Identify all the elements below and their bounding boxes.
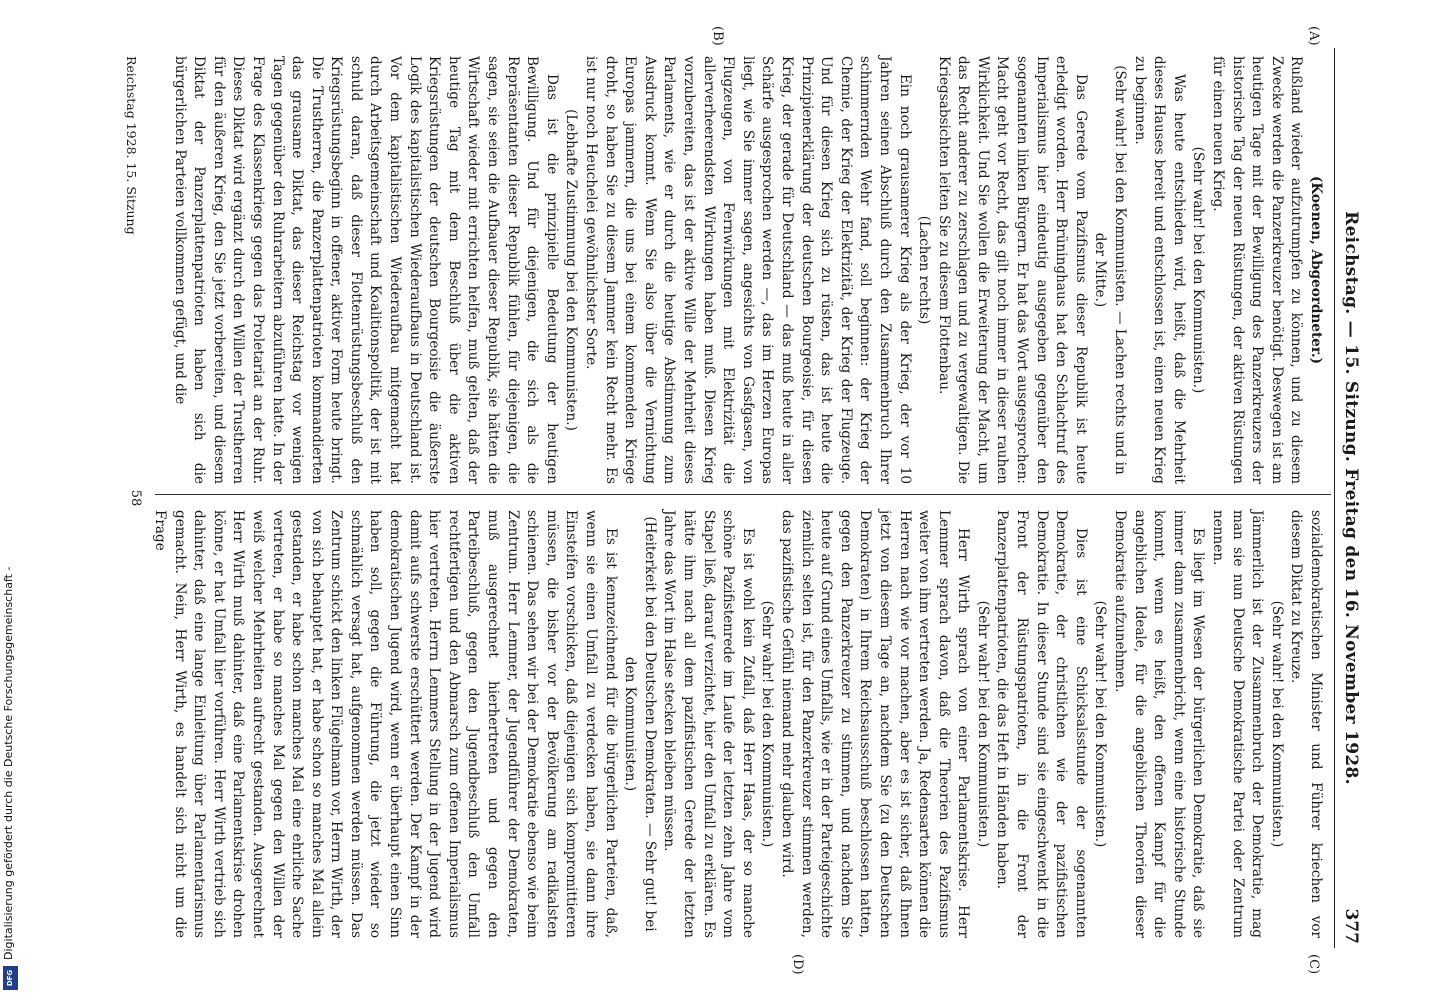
paragraph: Ein noch grausamerer Krieg als der Krieg, der vor 10 Jahren seinen Abschluß durch den Zusammenbruch Ihrer schimmernden Wehr fand, soll beginnen: der Krieg der Chemie, der Krieg der Elektrizität, der Krieg der Flugzeuge. Und für diesen Krieg sich zu rüsten, das ist heute die Prinzipienerklärung der deutschen Bourgeoisie, für diesen Krieg, der gerade für Deutschland — das muß heute in aller Schärfe ausgesprochen werden —, das im Herzen Europas liegt, wie Sie immer sagen, angesichts von Gasfgasen, von Flugzeugen, von Fernwirkungen mit Elektrizität die allerverheerendsten Wirkungen haben muß. Diesen Krieg vorzubereiten, das ist der aktive Wille der Mehrheit dieses Parlaments, wie er durch die heutige Abstimmung zum Ausdruck kommt. Wenn Sie also über die Vernichtung Europas jammern, die uns bei einem kommenden Kriege droht, so haben Sie zu diesem Jammer kein Recht mehr. Es ist nur noch Heuchelei gewöhnlichster Sorte. [583, 56, 913, 484]
paragraph: (Sehr wahr! bei den Kommunisten.) [1268, 600, 1285, 848]
paragraph: Jämmerlich ist der Zusammenbruch der Demokratie, mag man sie nun Deutsche Demokratische Partei oder Zentrum nennen. [1210, 510, 1266, 938]
paragraph: (Koenen, Abgeordneter.) [1308, 175, 1324, 365]
margin-marker-a: (A) [1306, 26, 1321, 46]
page-content [85, 26, 1365, 975]
left-column [169, 56, 1325, 484]
page-header [1333, 48, 1365, 948]
scanned-page [85, 26, 1365, 975]
margin-marker-c: (C) [1306, 954, 1321, 975]
footer-page-number: 58 [128, 489, 143, 507]
column-divider [155, 494, 1331, 495]
paragraph: sozialdemokratischen Minister und Führer kriechen vor diesem Diktat zu Kreuze. [1288, 510, 1324, 938]
paragraph: (Sehr wahr! bei den Kommunisten.) [1092, 600, 1109, 848]
paragraph: Rußland wieder aufzutrumpfen zu können, und zu diesem Zwecke werden die Panzerkreuzer benötigt. Deswegen ist am heutigen Tage mit der Bewilligung des Panzerkreuzers der historische Tag der neuen Rüstungen, der aktiven Rüstungen für einen neuen Krieg. [1210, 56, 1305, 484]
margin-marker-b: (B) [710, 26, 725, 46]
paragraph: Was heute entschieden wird, heißt, daß die Mehrheit dieses Hauses bereit und entschlossen ist, einen neuen Krieg zu beginnen. [1131, 56, 1187, 484]
page-number: 377 [1341, 908, 1361, 944]
paragraph: (Lachen rechts) [916, 215, 933, 325]
paragraph: Herr Wirth sprach von einer Parlamentskrise. Herr Lemmer sprach davon, daß die Theorien des Pazifismus weiter von ihm vertreten werden. Ja, Redensarten können die Herren nach wie vor machen, aber es ist sicher, daß Ihnen jetzt von diesem Tage an, nachdem Sie (zu den Deutschen Demokraten) in Ihrem Reichsausschuß beschlossen hatten, gegen den Panzerkreuzer zu stimmen, und nachdem Sie heute auf Grund eines Umfalls, wie er in der Parteigeschichte ziemlich selten ist, für den Panzerkreuzer stimmen werden, das pazifistische Gefühl niemand mehr glauben wird. [778, 510, 972, 938]
dfg-logo-icon: DFG [3, 966, 18, 990]
paragraph: Das Gerede vom Pazifismus dieser Republik ist heute erledigt worden. Herr Brüninghaus hat den Schlachtruf des Imperialismus hier eindeutig ausgegeben gegenüber den sogenannten linken Bürgern. Er hat das Wort ausgesprochen: Macht geht vor Recht, das gilt noch immer in dieser rauhen Wirklichkeit. Und Sie wollen die Erweiterung der Macht, um das Recht anderer zu zerschlagen und zu vergewaltigen. Die Kriegsabsichten leiten Sie zu diesem Flottenbau. [935, 56, 1089, 484]
paragraph: Das ist die prinzipielle Bedeutung der heutigen Bewilligung. Und für diejenigen, die sich als die Repräsentanten dieser Republik fühlen, für diejenigen, die sagen, sie seien die Aufbauer dieser Republik, sie hätten die Wirtschaft wieder mit errichten helfen, muß gelten, daß der heutige Tag mit dem Beschluß über die aktiven Kriegsrüstungen der deutschen Bourgeoisie die äußerste Logik des kapitalistischen Wiederaufbaus in Deutschland ist. Vor dem kapitalistischen Wiederaufbau mitgemacht hat durch Arbeitsgemeinschaft und Koalitionspolitik, der ist mit schuld daran, daß dieser Flottenrüstungsbeschluß den Kriegsrüstungsbeginn in offener, aktiver Form heute bringt. Die Trustherren, die Panzerplattenpatrioten kommandierten das grausame Diktat, das dieser Reichstag vor wenigen Tagen gegenüber den Ruhrarbeitern abzuführen hatte. In der Frage des Klassenkriegs gegen das Proletariat an der Ruhr. Dieses Diktat wird ergänzt durch den Willen der Trustherren für den äußeren Krieg, den Sie jetzt vorbereiten, und diesem Diktat der Panzerplattenpatrioten haben sich die bürgerlichen Parteien vollkommen gefügt, und die [171, 56, 560, 484]
paragraph: (Sehr wahr! bei den Kommunisten.) [759, 600, 776, 848]
paragraph: (Heiterkeit bei den Deutschen Demokraten. — Sehr gut! bei den Kommunisten.) [622, 516, 658, 932]
paragraph: (Sehr wahr! bei den Kommunisten.) [974, 600, 991, 848]
paragraph: (Sehr wahr! bei den Kommunisten.) [1190, 146, 1207, 394]
header-rule [1334, 48, 1335, 948]
right-column [149, 510, 1325, 938]
paragraph: Es liegt im Wesen der bürgerlichen Demokratie, daß sie immer dann zusammenbricht, wenn eine historische Stunde kommt, wenn es heißt, den offenen Kampf für die angeblichen Ideale, für die angeblichen Theorien dieser Demokratie aufzunehmen. [1112, 510, 1207, 938]
running-header: Reichstag. — 15. Sitzung. Freitag den 16. November 1928. [1341, 211, 1361, 785]
paragraph: Dies ist eine Schicksalsstunde der sogenannten Demokratie, der christlichen wie der pazifistischen Demokratie. In dieser Stunde sind sie eingeschwenkt in die Front der Rüstungspatrioten, in die Front der Panzerplattenpatrioten, die das Heft in Händen haben. [994, 510, 1089, 938]
footer-session: Reichstag 1928. 15. Sitzung [124, 56, 139, 235]
paragraph: Es ist kennzeichnend für die bürgerlichen Parteien, daß, wenn sie einen Umfall zu verdecken haben, sie dann ihre Einsteifen vorschicken, daß diejenigen sich kompromittieren müssen, die bisher vor der Bevölkerung am radikalsten schienen. Das sehen wir bei der Demokratie ebenso wie beim Zentrum. Herr Lemmer, der Jugendführer der Demokraten, muß ausgerechnet hierhertreten und gegen den Parteibeschluß, gegen den Jugendbeschluß den Umfall rechtfertigen und den Abmarsch zum offenen Imperialismus hier vertreten. Herrn Lemmers Stellung in der Jugend wird damit aufs schwerste erschüttert werden. Der Kampf in der demokratischen Jugend wird, wenn er überhaupt einen Sinn haben soll, gegen die Führung, die jetzt wieder so schmählich versagt hat, aufgenommen werden müssen. Das Zentrum schickt den linken Flügelmann vor, Herrn Wirth, der von sich behauptet hat, er habe schon so manches Mal allein gestanden, er habe schon manches Mal eine ehrliche Sache vertreten, er habe so manches Mal gegen den Willen der weiß welcher Mehrheiten aufrecht gestanden. Ausgerechnet Herr Wirth muß dahinter, daß eine Parlamentskrise drohen könne, er hat Umfall hier vorführen. Herr Wirth vertrieb sich dahinter, daß eine lange Einleitung über Parlamentarismus gemacht. Nein, Herr Wirth, es handelt sich nicht um die Frage [151, 510, 619, 938]
paragraph: (Lebhafte Zustimmung bei den Kommunisten.) [563, 109, 580, 431]
paragraph: (Sehr wahr! bei den Kommunisten. — Lachen rechts und in der Mitte.) [1092, 65, 1129, 475]
dfg-sidebar [0, 0, 22, 1000]
funding-note: Digitalisierung gefördert durch die Deutsche Forschungsgemeinschaft - [2, 566, 15, 960]
paragraph: Es ist wohl kein Zufall, daß Herr Haas, der so manche schöne Pazifistenrede im Laufe der letzten zehn Jahre vom Stapel ließ, darauf verzichtet, hier den Umfall zu erklären. Es hätte ihm nach all dem pazifistischen Gerede der letzten Jahre das Wort im Halse stecken bleiben müssen. [661, 510, 756, 938]
margin-marker-d: (D) [790, 954, 805, 975]
